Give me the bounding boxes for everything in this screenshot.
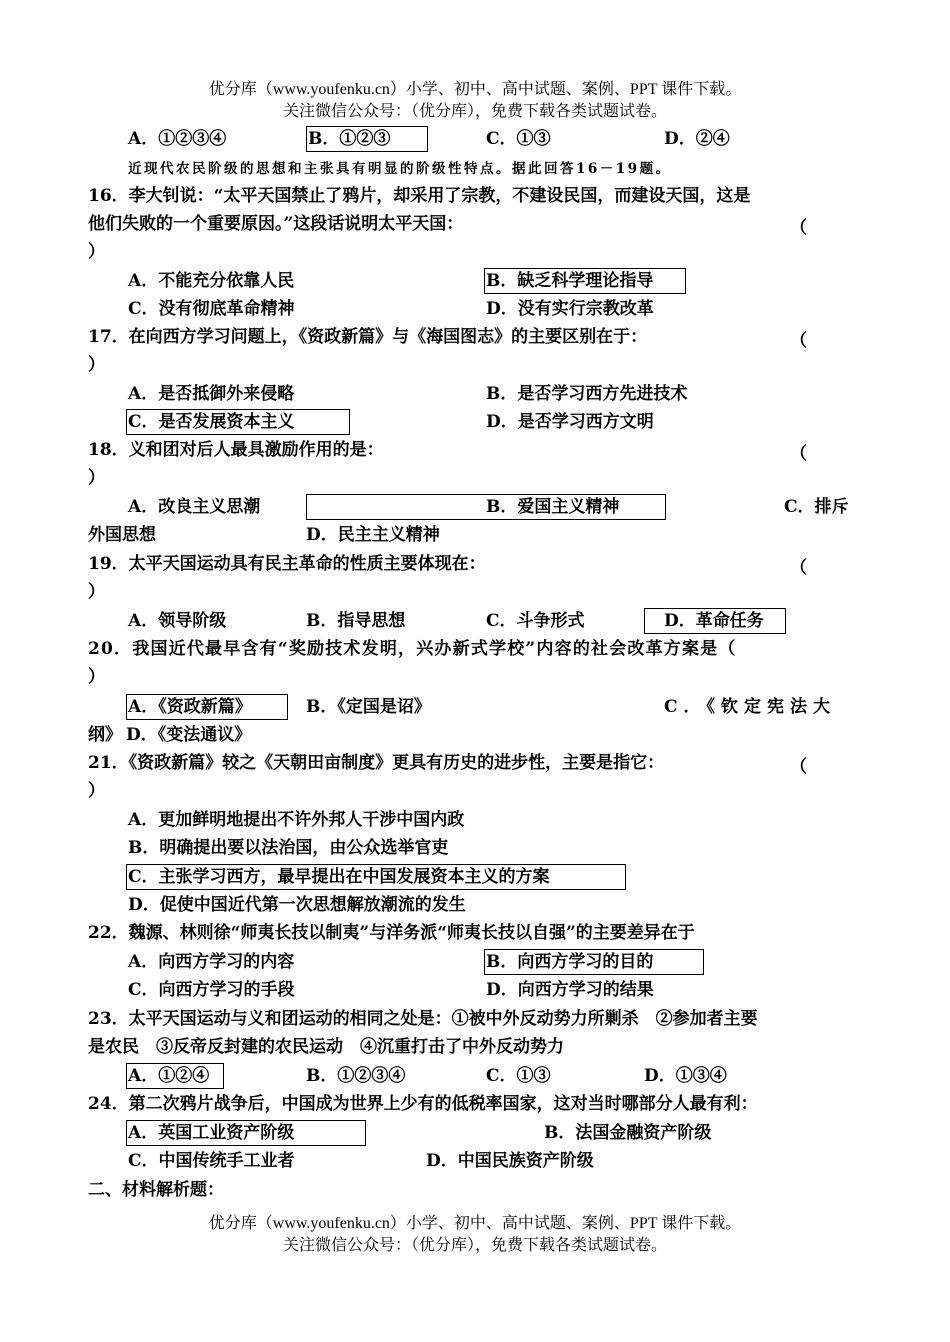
q19-option-b: B．指导思想: [306, 611, 406, 631]
q21-option-c: C．主张学习西方，最早提出在中国发展资本主义的方案: [128, 867, 550, 887]
q18-option-d: D．民主主义精神: [306, 525, 440, 545]
q18-option-c-part2: 外国思想: [88, 525, 156, 545]
q17-option-a: A．是否抵御外来侵略: [128, 384, 295, 404]
q19-stem: 19．太平天国运动具有民主革命的性质主要体现在：: [88, 554, 486, 574]
q16-option-d: D．没有实行宗教改革: [486, 299, 654, 319]
q16-paren-open: （: [790, 218, 807, 238]
q21-option-b: B．明确提出要以法治国，由公众选举官吏: [128, 838, 449, 858]
q23-option-c: C．①③: [486, 1066, 551, 1086]
q22-option-d: D．向西方学习的结果: [486, 980, 654, 1000]
q17-paren-open: （: [790, 331, 807, 351]
q23-stem-2: 是农民 ③反帝反封建的农民运动 ④沉重打击了中外反动势力: [88, 1037, 564, 1057]
q16-paren-close: ）: [88, 242, 105, 262]
q20-option-a: A．《资政新篇》: [128, 697, 252, 717]
q18-option-a: A．改良主义思潮: [128, 497, 261, 517]
q21-option-a: A．更加鲜明地提出不许外邦人干涉中国内政: [128, 810, 465, 830]
q21-option-d: D．促使中国近代第一次思想解放潮流的发生: [128, 895, 466, 915]
q16-option-b: B．缺乏科学理论指导: [486, 271, 654, 291]
q15-option-a: A．①②③④: [128, 129, 227, 149]
footer-line-1: 优分库（www.youfenku.cn）小学、初中、高中试题、案例、PPT 课件下载。: [208, 1215, 742, 1232]
q22-option-b: B．向西方学习的目的: [486, 952, 654, 972]
q19-option-a: A．领导阶级: [128, 611, 227, 631]
q20-option-d: D．《变法通议》: [126, 725, 252, 745]
header-line-2: 关注微信公众号：（优分库），免费下载各类试题试卷。: [282, 103, 667, 120]
q23-option-a: A．①②④: [128, 1066, 210, 1086]
q17-option-c: C．是否发展资本主义: [128, 412, 295, 432]
q22-stem: 22．魏源、林则徐“师夷长技以制夷”与洋务派“师夷长技以自强”的主要差异在于: [88, 923, 695, 943]
q24-option-b: B．法国金融资产阶级: [544, 1123, 712, 1143]
q16-stem-2: 他们失败的一个重要原因。”这段话说明太平天国：: [88, 214, 464, 234]
q17-paren-close: ）: [88, 355, 105, 375]
q17-option-d: D．是否学习西方文明: [486, 412, 654, 432]
q16-option-a: A．不能充分依靠人民: [128, 271, 295, 291]
q20-option-c-part2: 纲》: [88, 725, 122, 745]
q18-stem: 18．义和团对后人最具激励作用的是：: [88, 440, 384, 460]
q20-option-c-part1: C．《钦定宪法大: [664, 697, 837, 717]
q18-option-c-part1: C．排斥: [784, 497, 849, 517]
q20-stem: 20．我国近代最早含有“奖励技术发明，兴办新式学校”内容的社会改革方案是（: [88, 639, 737, 659]
q17-stem: 17．在向西方学习问题上，《资政新篇》与《海国图志》的主要区别在于：: [88, 327, 648, 347]
q18-paren-close: ）: [88, 468, 105, 488]
q23-stem-1: 23．太平天国运动与义和团运动的相同之处是：①被中外反动势力所剿杀 ②参加者主要: [88, 1009, 758, 1029]
q17-option-b: B．是否学习西方先进技术: [486, 384, 688, 404]
q22-option-c: C．向西方学习的手段: [128, 980, 295, 1000]
q16-option-c: C．没有彻底革命精神: [128, 299, 295, 319]
q24-stem: 24．第二次鸦片战争后，中国成为世界上少有的低税率国家，这对当时哪部分人最有利：: [88, 1094, 758, 1114]
section-note: 近现代农民阶级的思想和主张具有明显的阶级性特点。据此回答16－19题。: [128, 161, 672, 177]
q15-option-c: C．①③: [486, 129, 551, 149]
q23-option-d: D．①③④: [644, 1066, 727, 1086]
q20-option-b: B．《定国是诏》: [306, 697, 431, 717]
q21-paren-close: ）: [88, 781, 105, 801]
q19-option-c: C．斗争形式: [486, 611, 585, 631]
q20-paren-close: ）: [88, 667, 105, 687]
q15-option-d: D．②④: [664, 129, 730, 149]
q24-option-c: C．中国传统手工业者: [128, 1151, 295, 1171]
section-2-title: 二、材料解析题：: [88, 1180, 224, 1200]
q23-option-b: B．①②③④: [306, 1066, 406, 1086]
q21-stem: 21．《资政新篇》较之《天朝田亩制度》更具有历史的进步性，主要是指它：: [88, 753, 665, 773]
footer-line-2: 关注微信公众号：（优分库），免费下载各类试题试卷。: [282, 1237, 667, 1254]
q21-paren-open: （: [790, 757, 807, 777]
q18-paren-open: （: [790, 444, 807, 464]
q22-option-a: A．向西方学习的内容: [128, 952, 295, 972]
q19-paren-close: ）: [88, 582, 105, 602]
q16-stem-1: 16．李大钊说：“太平天国禁止了鸦片，却采用了宗教，不建设民国，而建设天国，这是: [88, 186, 751, 206]
q19-option-d: D．革命任务: [664, 611, 764, 631]
q24-option-a: A．英国工业资产阶级: [128, 1123, 295, 1143]
q15-option-b: B．①②③: [308, 129, 391, 149]
header-line-1: 优分库（www.youfenku.cn）小学、初中、高中试题、案例、PPT 课件下载。: [208, 81, 742, 98]
q24-option-d: D．中国民族资产阶级: [426, 1151, 594, 1171]
q19-paren-open: （: [790, 558, 807, 578]
q18-option-b: B．爱国主义精神: [486, 497, 620, 517]
